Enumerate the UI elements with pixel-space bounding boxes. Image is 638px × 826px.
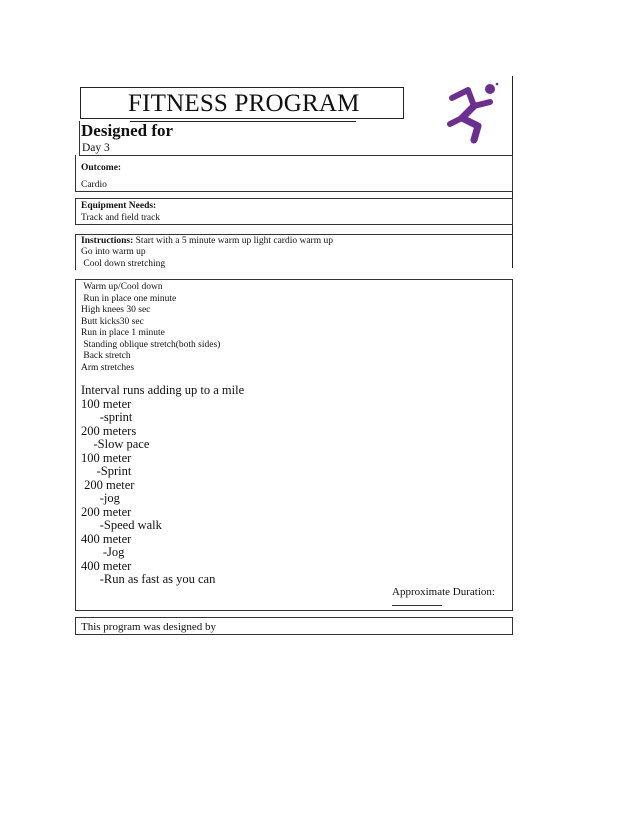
- instructions-top-border: [75, 234, 513, 235]
- list-item: 200 meter: [81, 504, 132, 519]
- outcome-value: Cardio: [81, 180, 107, 190]
- equipment-value: Track and field track: [81, 213, 161, 223]
- list-item: -Sprint: [81, 464, 132, 478]
- instructions-text: Start with a 5 minute warm up light cardio warm up: [135, 236, 333, 246]
- list-item: 400 meter: [81, 558, 132, 573]
- list-item: Arm stretches: [81, 362, 135, 373]
- list-item: 100 meter: [81, 396, 132, 411]
- list-item: -Run as fast as you can: [81, 572, 216, 586]
- instructions-left-border: [75, 234, 76, 270]
- warmup-list: [81, 282, 220, 374]
- designed-for-label: Designed for: [81, 121, 174, 140]
- duration-value-line: [392, 605, 442, 606]
- list-item: Run in place 1 minute: [81, 328, 165, 338]
- list-item: -jog: [81, 491, 120, 505]
- list-item: 400 meter: [81, 531, 132, 546]
- list-item: -sprint: [81, 410, 133, 424]
- designed-by-label: This program was designed by: [81, 621, 217, 633]
- list-item: -Jog: [81, 545, 125, 559]
- list-item: 200 meter: [81, 477, 135, 492]
- list-item: -Speed walk: [81, 518, 162, 532]
- instructions-label: Instructions:: [81, 236, 134, 246]
- list-item: Interval runs adding up to a mile: [81, 383, 245, 397]
- day-label: Day 3: [82, 142, 110, 154]
- list-item: Run in place one minute: [81, 293, 177, 304]
- running-man-logo-icon: [444, 80, 502, 144]
- list-item: -Slow pace: [81, 437, 150, 451]
- list-item: Butt kicks30 sec: [81, 316, 144, 327]
- list-item: Warm up/Cool down: [81, 282, 163, 292]
- duration-label: Approximate Duration:: [392, 586, 495, 598]
- page-title: FITNESS PROGRAM: [128, 90, 360, 117]
- outcome-section: [75, 155, 513, 192]
- interval-list: [81, 384, 244, 587]
- list-item: High knees 30 sec: [81, 305, 151, 315]
- list-item: 200 meters: [81, 423, 137, 438]
- list-item: Standing oblique stretch(both sides): [81, 339, 221, 350]
- designed-left-border: [79, 121, 80, 155]
- instructions-line: Go into warm up: [81, 247, 146, 257]
- list-item: Back stretch: [81, 351, 131, 361]
- outcome-label: Outcome:: [81, 163, 122, 173]
- equipment-label: Equipment Needs:: [81, 201, 157, 211]
- instructions-first-line: [81, 236, 333, 248]
- list-item: 100 meter: [81, 450, 132, 465]
- instructions-line: Cool down stretching: [81, 259, 166, 269]
